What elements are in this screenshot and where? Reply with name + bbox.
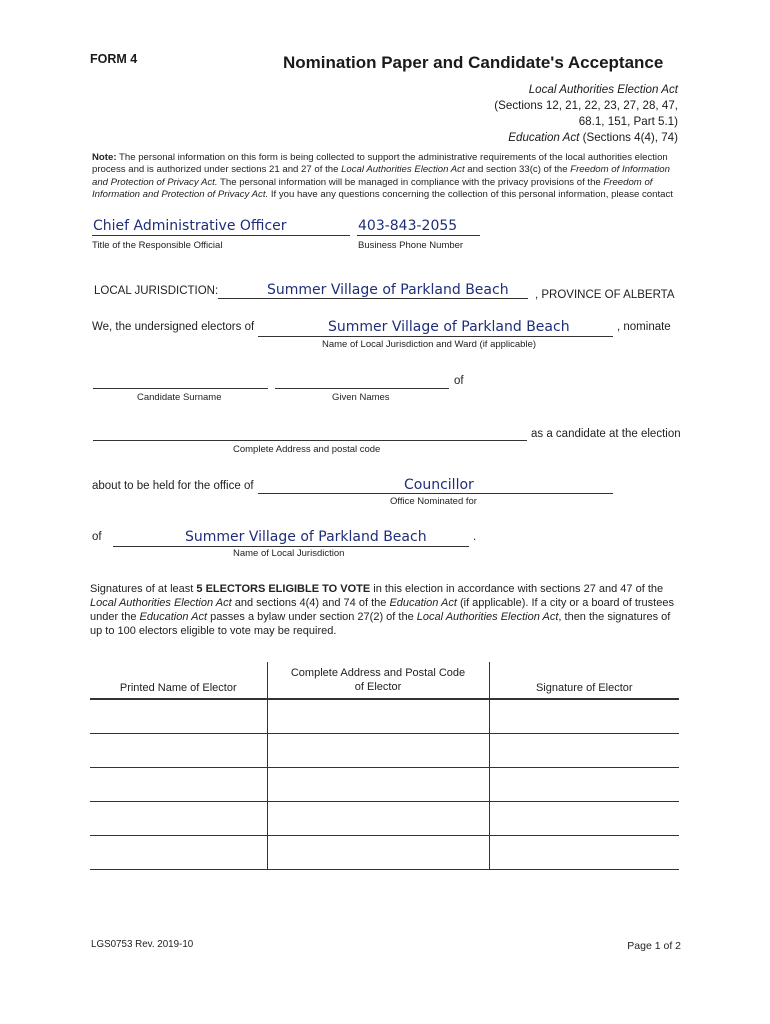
note-label: Note: <box>92 152 117 163</box>
business-phone-label: Business Phone Number <box>358 240 464 251</box>
electors-jurisdiction-caption: Name of Local Jurisdiction and Ward (if applicable) <box>322 339 537 350</box>
address-cell[interactable] <box>267 836 489 870</box>
office-line <box>258 493 613 494</box>
page-number: Page 1 of 2 <box>627 940 681 952</box>
table-row <box>90 836 679 870</box>
form-code: LGS0753 Rev. 2019-10 <box>91 939 194 950</box>
signatures-requirement-text: Signatures of at least 5 ELECTORS ELIGIBLE TO VOTE in this election in accordance with sections 27 and 47 of the Local Authorities Election Act and sections 4(4) and 74 of the Education Act (if applicable). If a city or a board of trustees under the Education Act passes a bylaw under section 27(2) of the Local Authorities Election Act, then the signatures of up to 100 electors eligible to vote may be required. <box>90 583 674 637</box>
table-header-row <box>90 662 679 699</box>
act-sections-line2: 68.1, 151, Part 5.1) <box>578 115 678 128</box>
candidate-address-line[interactable] <box>93 440 527 441</box>
candidate-address-label: Complete Address and postal code <box>233 444 381 455</box>
act-references <box>494 82 678 146</box>
province-text: , PROVINCE OF ALBERTA <box>535 289 675 301</box>
office-prefix: about to be held for the office of <box>92 480 254 492</box>
signature-cell[interactable] <box>489 836 679 870</box>
signature-cell[interactable] <box>489 768 679 802</box>
of-text: of <box>454 375 464 387</box>
act-sections-line1: (Sections 12, 21, 22, 23, 27, 28, 47, <box>494 99 678 112</box>
address-cell[interactable] <box>267 768 489 802</box>
office-caption: Office Nominated for <box>390 496 477 507</box>
of-jurisdiction-prefix: of <box>92 531 102 543</box>
election-text: as a candidate at the election <box>531 428 681 440</box>
education-act-name: Education Act <box>508 131 580 144</box>
privacy-note: Note: The personal information on this form is being collected to support the administrative requirements of the local authorities election process and is authorized under sections 21 and 27 of the Local Authorities Election Act and section 33(c) of the Freedom of Information and Protection of Privacy Act. The personal information will be managed in compliance with the privacy provisions of the Freedom of Information and Protection of Privacy Act. If you have any questions concerning the collection of this personal information, please contact <box>92 152 673 200</box>
printed-name-cell[interactable] <box>90 734 267 768</box>
column-header-address: Complete Address and Postal Code of Elector <box>267 662 489 699</box>
form-title: Nomination Paper and Candidate's Acceptance <box>283 53 664 72</box>
signature-cell[interactable] <box>489 802 679 836</box>
candidate-given-names-label: Given Names <box>332 392 390 403</box>
candidate-surname-line[interactable] <box>93 388 268 389</box>
table-row <box>90 734 679 768</box>
electors-jurisdiction-line <box>258 336 613 337</box>
signature-cell[interactable] <box>489 699 679 734</box>
business-phone-value[interactable]: 403-843-2055 <box>358 218 458 234</box>
table-row <box>90 768 679 802</box>
education-act-sections: (Sections 4(4), 74) <box>579 131 678 144</box>
of-jurisdiction-value[interactable]: Summer Village of Parkland Beach <box>185 529 427 545</box>
responsible-official-title-line <box>92 235 350 236</box>
signature-cell[interactable] <box>489 734 679 768</box>
local-jurisdiction-label: LOCAL JURISDICTION: <box>94 285 219 297</box>
column-header-printed-name: Printed Name of Elector <box>90 662 267 699</box>
candidate-given-names-line[interactable] <box>275 388 449 389</box>
business-phone-line <box>357 235 480 236</box>
electors-prefix: We, the undersigned electors of <box>92 321 255 333</box>
printed-name-cell[interactable] <box>90 768 267 802</box>
electors-jurisdiction-value[interactable]: Summer Village of Parkland Beach <box>328 319 570 335</box>
address-cell[interactable] <box>267 734 489 768</box>
period-text: . <box>473 531 477 543</box>
of-jurisdiction-line <box>113 546 469 547</box>
nominate-text: , nominate <box>617 321 671 333</box>
local-jurisdiction-line <box>218 298 528 299</box>
local-jurisdiction-value[interactable]: Summer Village of Parkland Beach <box>267 282 509 298</box>
candidate-surname-label: Candidate Surname <box>137 392 222 403</box>
table-row <box>90 802 679 836</box>
responsible-official-title-label: Title of the Responsible Official <box>92 240 223 251</box>
office-value[interactable]: Councillor <box>404 477 474 493</box>
printed-name-cell[interactable] <box>90 802 267 836</box>
elector-signature-table <box>90 662 679 870</box>
responsible-official-title-value[interactable]: Chief Administrative Officer <box>93 218 287 234</box>
printed-name-cell[interactable] <box>90 836 267 870</box>
column-header-signature: Signature of Elector <box>489 662 679 699</box>
address-cell[interactable] <box>267 699 489 734</box>
form-number: FORM 4 <box>90 52 138 66</box>
address-cell[interactable] <box>267 802 489 836</box>
act-name: Local Authorities Election Act <box>528 83 678 96</box>
printed-name-cell[interactable] <box>90 699 267 734</box>
of-jurisdiction-caption: Name of Local Jurisdiction <box>233 548 345 559</box>
table-row <box>90 699 679 734</box>
